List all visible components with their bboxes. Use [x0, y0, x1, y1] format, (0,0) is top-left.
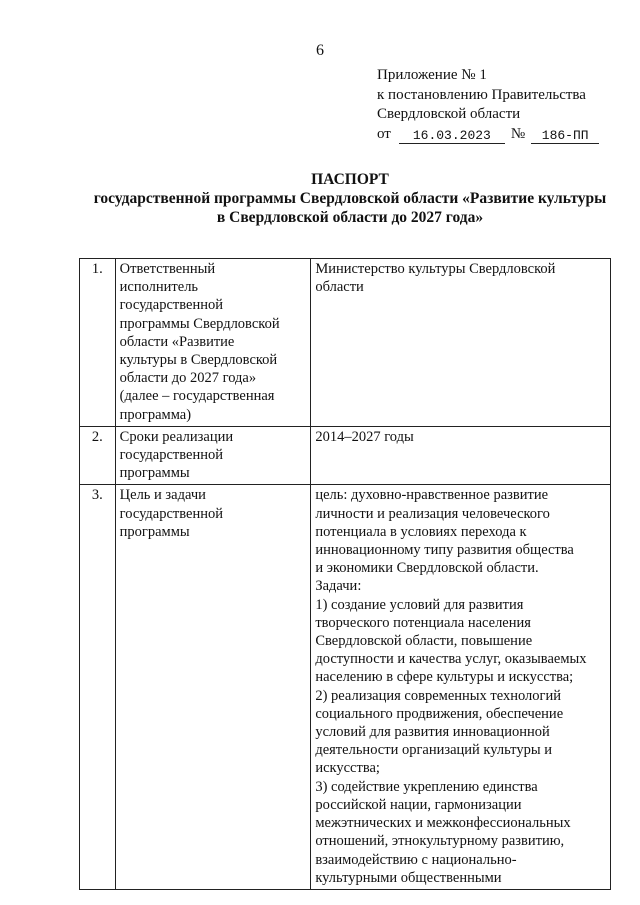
label-line: программы [119, 523, 190, 540]
value-line: Задачи: [315, 578, 362, 595]
annex-line-1: Приложение № 1 [377, 67, 487, 83]
value-line: культурными общественными [315, 869, 502, 886]
label-line: Цель и задачи [119, 487, 206, 504]
value-line: населению в сфере культуры и искусства; [315, 669, 574, 686]
label-line: Сроки реализации [119, 428, 234, 445]
value-line: условий для развития инновационной [315, 724, 550, 741]
label-line: программы Свердловской [119, 315, 280, 332]
resolution-number: 186-ПП [531, 129, 599, 144]
value-line: отношений, этнокультурному развитию, [315, 833, 565, 850]
from-label: от [377, 125, 391, 142]
value-line: социального продвижения, обеспечение [315, 705, 564, 722]
label-line: Ответственный [119, 261, 216, 277]
row-value [311, 259, 611, 427]
value-line: Свердловской области, повышение [315, 633, 533, 650]
annex-line-2: к постановлению Правительства [377, 86, 586, 103]
value-line: российской нации, гармонизации [315, 796, 522, 813]
passport-table [79, 258, 611, 890]
number-label: № [510, 125, 526, 142]
label-line: исполнитель [119, 279, 199, 296]
annex-line-3: Свердловской области [377, 106, 521, 122]
label-line: области до 2027 года» [119, 370, 257, 387]
passport-table-body [80, 259, 611, 890]
table-row [80, 426, 611, 485]
title-line-3: в Свердловской области до 2027 года» [216, 209, 484, 226]
value-line: и экономики Свердловской области. [315, 560, 539, 577]
resolution-date: 16.03.2023 [399, 129, 505, 144]
label-line: программа) [119, 406, 192, 423]
value-line: 2014–2027 годы [315, 428, 414, 445]
value-line: области [315, 279, 364, 296]
label-line: государственной [119, 447, 223, 464]
table-row [80, 259, 611, 427]
value-line: межэтнических и межконфессиональных [315, 815, 571, 832]
value-line: 2) реализация современных технологий [315, 687, 561, 704]
row-label [115, 259, 311, 427]
title-line-1: ПАСПОРТ [311, 171, 389, 188]
row-label [115, 426, 311, 485]
row-label [115, 485, 311, 889]
label-line: области «Развитие [119, 333, 235, 350]
label-line: государственной [119, 505, 223, 522]
annex-header [377, 66, 599, 144]
title-line-2: государственной программы Свердловской области «Развитие культуры [93, 190, 607, 207]
value-line: 1) создание условий для развития [315, 596, 524, 613]
value-line: 3) содействие укреплению единства [315, 778, 538, 795]
label-line: (далее – государственная [119, 388, 275, 405]
value-line: инновационному типу развития общества [315, 542, 574, 559]
document-title [60, 170, 640, 227]
row-number: 3. [80, 485, 116, 889]
row-number: 2. [80, 426, 116, 485]
value-line: Министерство культуры Свердловской [315, 261, 556, 277]
value-line: творческого потенциала населения [315, 614, 531, 631]
value-line: деятельности организаций культуры и [315, 742, 552, 759]
value-line: потенциала в условиях перехода к [315, 523, 527, 540]
value-line: взаимодействию с национально- [315, 851, 517, 868]
value-line: личности и реализация человеческого [315, 505, 550, 522]
row-value [311, 426, 611, 485]
value-line: доступности и качества услуг, оказываемых [315, 651, 587, 668]
value-line: цель: духовно-нравственное развитие [315, 487, 549, 504]
value-line: искусства; [315, 760, 380, 777]
label-line: государственной [119, 297, 223, 314]
row-value [311, 485, 611, 889]
label-line: программы [119, 465, 190, 482]
annex-date-line [377, 125, 599, 145]
page-number: 6 [316, 42, 324, 59]
table-row [80, 485, 611, 889]
label-line: культуры в Свердловской [119, 352, 278, 369]
row-number: 1. [80, 259, 116, 427]
